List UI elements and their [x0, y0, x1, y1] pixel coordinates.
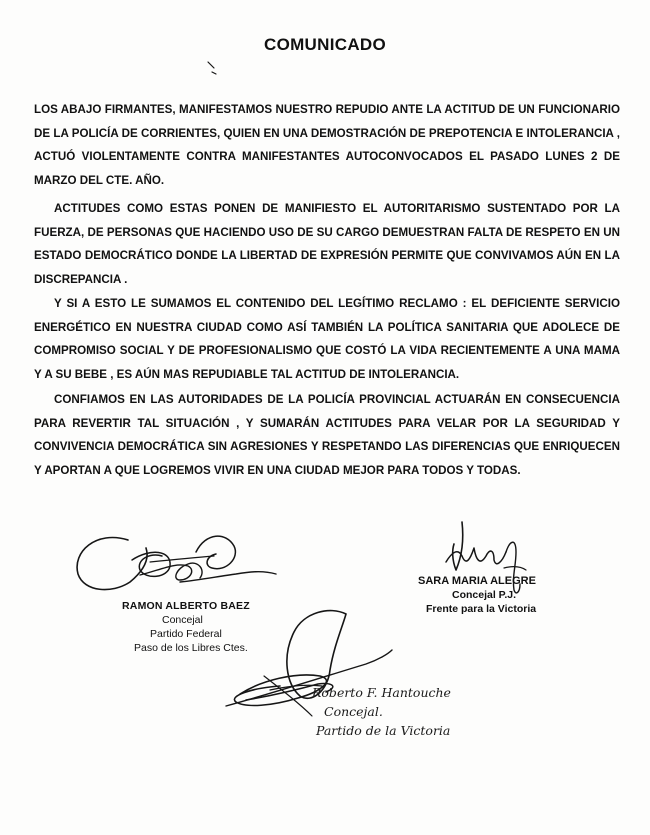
signatory-hantouche-name: Roberto F. Hantouche [312, 685, 451, 700]
signatory-hantouche-party: Partido de la Victoria [316, 723, 451, 738]
signatory-alegre-role: Concejal P.J. [452, 589, 517, 601]
signatory-alegre [418, 574, 536, 616]
paragraph-1-text: LOS ABAJO FIRMANTES, MANIFESTAMOS NUESTRO REPUDIO ANTE LA ACTITUD DE UN FUNCIONARIO DE LA POLICÍA DE CORRIENTES, QUIEN EN UNA DEMOSTRACIÓN DE PREPOTENCIA E INTOLERANCIA , ACTUÓ VIOLENTAMENTE CONTRA MANIFESTANTES AUTOCONVOCADOS EL PASADO LUNES 2 DE MARZO DEL CTE. AÑO. [34, 103, 620, 187]
paragraph-4-text: CONFIAMOS EN LAS AUTORIDADES DE LA POLICÍA PROVINCIAL ACTUARÁN EN CONSECUENCIA PARA REVERTIR TAL SITUACIÓN , Y SUMARÁN ACTITUDES PARA VELAR POR LA SEGURIDAD Y CONVIVENCIA DEMOCRÁTICA SIN AGRESIONES Y RESPETANDO LAS DIFERENCIAS QUE ENRIQUECEN Y APORTAN A QUE LOGREMOS VIVIR EN UNA CIUDAD MEJOR PARA TODOS Y TODAS. [34, 393, 620, 477]
paragraph-3-text: Y SI A ESTO LE SUMAMOS EL CONTENIDO DEL LEGÍTIMO RECLAMO : EL DEFICIENTE SERVICIO ENERGÉTICO EN NUESTRA CIUDAD COMO ASÍ TAMBIÉN LA POLÍTICA SANITARIA QUE ADOLECE DE COMPROMISO SOCIAL Y DE PROFESIONALISMO QUE COSTÓ LA VIDA RECIENTEMENTE A UNA MAMA Y A SU BEBE , ES AÚN MAS REPUDIABLE TAL ACTITUD DE INTOLERANCIA. [34, 297, 620, 381]
paragraph-2-text: ACTITUDES COMO ESTAS PONEN DE MANIFIESTO EL AUTORITARISMO SUSTENTADO POR LA FUERZA, DE PERSONAS QUE HACIENDO USO DE SU CARGO DEMUESTRAN FALTA DE RESPETO EN UN ESTADO DEMOCRÁTICO DONDE LA LIBERTAD DE EXPRESIÓN PERMITE QUE CONVIVAMOS AÚN EN LA DISCREPANCIA . [34, 202, 620, 286]
signatory-baez-name: RAMON ALBERTO BAEZ [122, 600, 250, 612]
signatory-baez [122, 599, 250, 655]
signatory-baez-party: Partido Federal [150, 628, 222, 640]
signatory-hantouche [312, 683, 451, 740]
signatory-baez-role: Concejal [162, 614, 203, 626]
stray-mark [208, 62, 216, 74]
baez-signature [77, 536, 276, 589]
signatory-alegre-party: Frente para la Victoria [426, 603, 537, 615]
signatory-alegre-name: SARA MARIA ALEGRE [418, 575, 536, 587]
signatory-baez-place: Paso de los Libres Ctes. [134, 642, 248, 654]
signatory-hantouche-role: Concejal. [324, 704, 383, 719]
document-title: COMUNICADO [264, 35, 386, 54]
